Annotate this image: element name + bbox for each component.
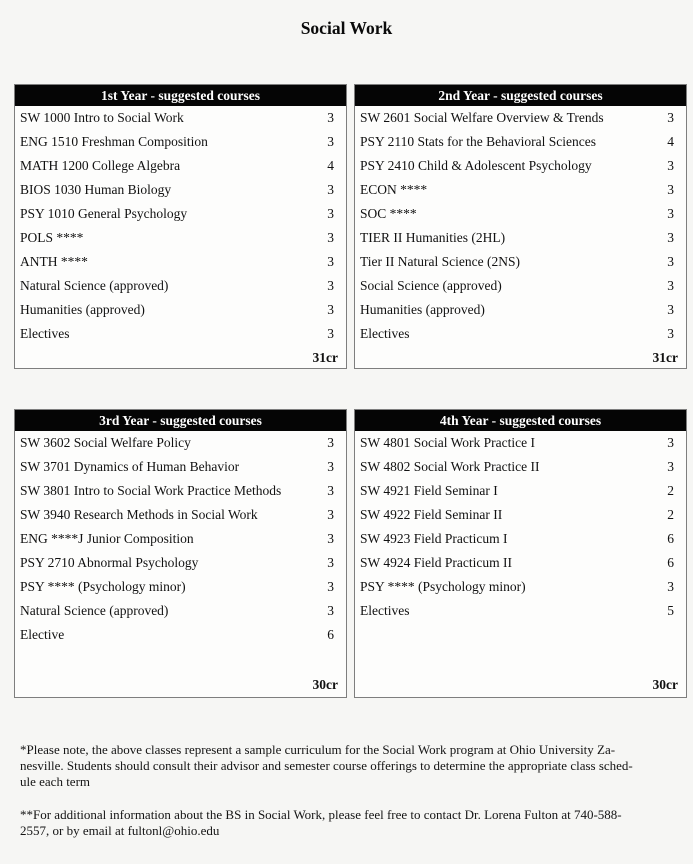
table-row [355,479,686,503]
table-row [15,503,346,527]
table-row [355,575,686,599]
course-name: SOC **** [360,206,417,221]
course-name: SW 4924 Field Practicum II [360,555,512,570]
course-name: Electives [360,326,410,341]
course-name: SW 3940 Research Methods in Social Work [20,507,258,522]
course-name: Natural Science (approved) [20,278,169,293]
table-row [355,154,686,178]
table-row [355,298,686,322]
course-credits: 3 [327,182,334,197]
table-header: 2nd Year - suggested courses [355,85,686,106]
table-rows [355,106,686,346]
tables-grid [0,84,693,698]
course-name: POLS **** [20,230,84,245]
table-row [15,551,346,575]
notes [0,742,693,839]
course-credits: 3 [327,254,334,269]
course-name: PSY **** (Psychology minor) [20,579,186,594]
course-credits: 3 [327,302,334,317]
table-row [355,178,686,202]
table-row [355,455,686,479]
table-row [355,599,686,623]
course-credits: 6 [327,627,334,642]
course-name: SW 4922 Field Seminar II [360,507,503,522]
course-name: SW 3701 Dynamics of Human Behavior [20,459,240,474]
course-name: Social Science (approved) [360,278,502,293]
course-credits: 3 [667,206,674,221]
course-name: PSY 2110 Stats for the Behavioral Sciences [360,134,596,149]
table-row [15,623,346,647]
table-row [15,455,346,479]
course-name: SW 4923 Field Practicum I [360,531,508,546]
course-name: SW 4801 Social Work Practice I [360,435,536,450]
course-name: Natural Science (approved) [20,603,169,618]
course-credits: 3 [667,579,674,594]
note-line: *Please note, the above classes represent a sample curriculum for the Social Work program at Ohio University Za- [20,742,616,757]
course-name: TIER II Humanities (2HL) [360,230,506,245]
course-name: SW 3801 Intro to Social Work Practice Methods [20,483,282,498]
table-row [15,599,346,623]
table-header: 1st Year - suggested courses [15,85,346,106]
course-credits: 3 [327,134,334,149]
table-row [355,551,686,575]
table-row [355,130,686,154]
course-name: PSY 1010 General Psychology [20,206,188,221]
course-name: SW 2601 Social Welfare Overview & Trends [360,110,604,125]
course-credits: 3 [327,435,334,450]
course-name: PSY 2710 Abnormal Psychology [20,555,199,570]
course-name: MATH 1200 College Algebra [20,158,181,173]
course-credits: 3 [327,206,334,221]
page-title: Social Work [300,18,393,38]
course-name: Electives [360,603,410,618]
table-row [15,575,346,599]
table-header: 3rd Year - suggested courses [15,410,346,431]
course-credits: 3 [327,326,334,341]
table-header: 4th Year - suggested courses [355,410,686,431]
course-name: Humanities (approved) [20,302,145,317]
course-name: ENG 1510 Freshman Composition [20,134,208,149]
table-row [15,226,346,250]
curriculum-page [0,16,693,864]
table-row [355,106,686,130]
course-name: SW 1000 Intro to Social Work [20,110,184,125]
table-row [355,527,686,551]
table-row [15,322,346,346]
course-credits: 2 [667,483,674,498]
course-credits: 3 [327,230,334,245]
table-row [355,431,686,455]
course-credits: 3 [667,254,674,269]
table-row [15,431,346,455]
course-table [14,409,347,698]
course-name: Electives [20,326,70,341]
course-credits: 3 [327,278,334,293]
note-paragraph [20,742,693,790]
course-name: PSY 2410 Child & Adolescent Psychology [360,158,592,173]
table-row [15,250,346,274]
course-credits: 6 [667,555,674,570]
table-row [15,479,346,503]
table-row [15,202,346,226]
course-credits: 3 [327,603,334,618]
course-credits: 3 [327,531,334,546]
table-row [15,274,346,298]
table-total: 30cr [652,677,678,692]
note-paragraph [20,807,693,839]
course-name: BIOS 1030 Human Biology [20,182,172,197]
course-credits: 3 [327,507,334,522]
course-credits: 4 [327,158,334,173]
course-credits: 3 [667,302,674,317]
note-line: **For additional information about the BS in Social Work, please feel free to contact Dr. Lorena Fulton at 740-588- [20,807,622,822]
table-row [355,503,686,527]
course-credits: 3 [667,110,674,125]
course-credits: 3 [667,459,674,474]
course-table [14,84,347,369]
course-name: ECON **** [360,182,428,197]
course-credits: 3 [327,110,334,125]
table-row [15,298,346,322]
course-credits: 3 [327,483,334,498]
table-row [355,226,686,250]
course-name: Elective [20,627,65,642]
table-row [355,202,686,226]
course-name: SW 4921 Field Seminar I [360,483,498,498]
table-total: 30cr [312,677,338,692]
course-credits: 3 [667,158,674,173]
course-name: Humanities (approved) [360,302,485,317]
course-credits: 6 [667,531,674,546]
course-table [354,84,687,369]
course-name: ANTH **** [20,254,88,269]
course-credits: 3 [327,459,334,474]
table-total: 31cr [652,350,678,365]
table-row [355,274,686,298]
course-credits: 3 [667,435,674,450]
note-line: ule each term [20,774,91,789]
course-credits: 3 [667,230,674,245]
course-name: SW 4802 Social Work Practice II [360,459,540,474]
table-row [355,250,686,274]
course-credits: 3 [327,555,334,570]
table-total: 31cr [312,350,338,365]
table-rows [15,106,346,346]
table-row [15,178,346,202]
note-line: 2557, or by email at fultonl@ohio.edu [20,823,220,838]
table-row [15,154,346,178]
course-credits: 3 [667,326,674,341]
course-name: PSY **** (Psychology minor) [360,579,526,594]
course-credits: 3 [667,182,674,197]
course-credits: 4 [667,134,674,149]
note-line: nesville. Students should consult their advisor and semester course offerings to determine the appropriate class sched- [20,758,633,773]
course-name: ENG ****J Junior Composition [20,531,194,546]
course-credits: 3 [327,579,334,594]
course-name: SW 3602 Social Welfare Policy [20,435,191,450]
course-table [354,409,687,698]
course-credits: 2 [667,507,674,522]
table-rows [355,431,686,623]
table-row [15,130,346,154]
course-name: Tier II Natural Science (2NS) [360,254,520,269]
table-row [15,527,346,551]
table-rows [15,431,346,647]
course-credits: 5 [667,603,674,618]
table-row [15,106,346,130]
table-row [355,322,686,346]
course-credits: 3 [667,278,674,293]
